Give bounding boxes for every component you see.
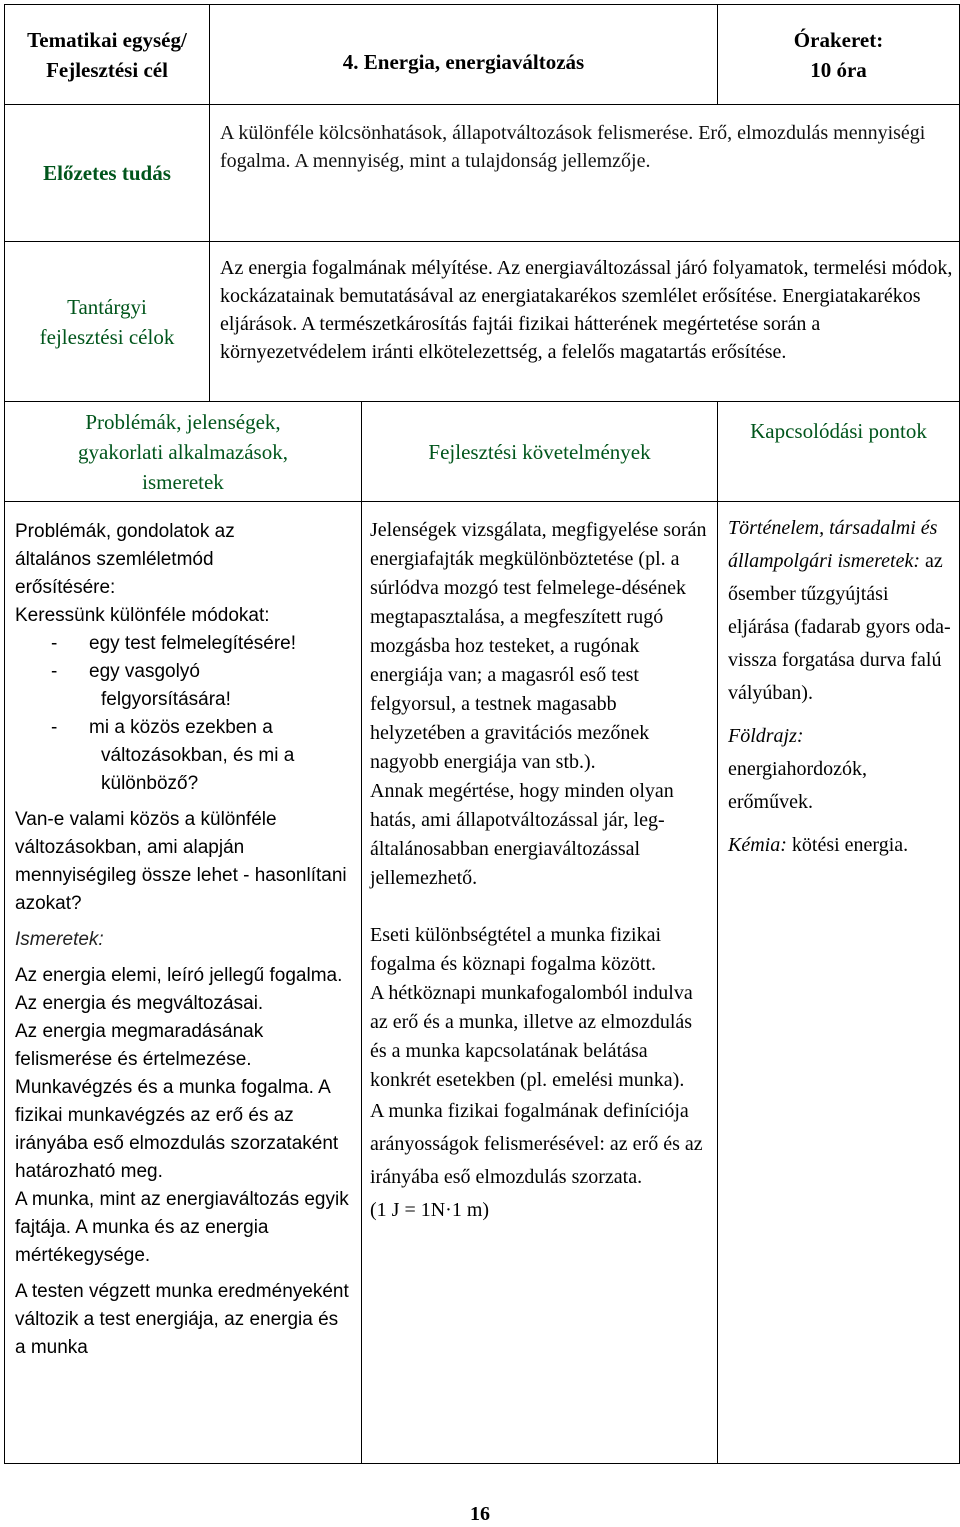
problems-question: Van-e valami közös a különféle változásokban, ami alapján mennyiségileg össze lehet - hasonlítani azokat? (15, 809, 347, 914)
bullet1-text: egy test felmelegítésére! (89, 633, 296, 654)
history-label: Történelem, társadalmi és állampolgári ismeretek: (728, 517, 938, 572)
connections-column (718, 502, 960, 1464)
prior-knowledge-label-text: Előzetes tudás (43, 161, 171, 185)
goals-row (5, 242, 960, 402)
requirements-head-text: Fejlesztési követelmények (428, 439, 651, 464)
dash-1: - (51, 633, 58, 654)
knowledge-item-3: Munkavégzés és a munka fogalma. A fizikai munkavégzés az erő és az irányába eső elmozdulás szorzataként határozható meg. (15, 1077, 339, 1182)
bullet3-text-c: különböző? (101, 773, 199, 794)
unit-label-line2: Fejlesztési cél (46, 57, 168, 82)
knowledge-item-5: A testen végzett munka eredményeként változik a test energiája, az energia és a munka (15, 1281, 349, 1358)
prior-knowledge-label (5, 105, 210, 242)
requirement-2: Annak megértése, hogy minden olyan hatás, ami állapotváltozással jár, leg-általánosabban energiaváltozással jellemezhető. (370, 780, 674, 889)
unit-title: 4. Energia, energiaváltozás (342, 49, 585, 74)
chemistry-label: Kémia: (728, 834, 787, 856)
bullet3-text-a: mi a közös ezekben a (89, 717, 273, 738)
goals-text: Az energia fogalmának mélyítése. Az energiaváltozással járó folyamatok, termelési módok, kockázatainak bemutatásával az energiatakarékos szemlélet erősítése. Energiatakarékos eljárások. A természetkárosítás fajtái fizikai hátterének megértetése során a környezetvédelem iránti elkötelezettség, a felelős magatartás erősítése. (210, 242, 960, 402)
history-text: az ősember tűzgyújtási eljárása (fadarab gyors oda-vissza forgatása durva falú vályúban). (728, 550, 951, 704)
page-number: 16 (470, 1503, 490, 1525)
requirement-3: Eseti különbségtétel a munka fizikai fogalma és köznapi fogalma között. (370, 924, 662, 975)
requirement-5: A munka fizikai fogalmának definíciója arányosságok felismerésével: az erő és az irányába eső elmozdulás szorzata. (370, 1100, 703, 1188)
problems-head-line3: ismeretek (142, 469, 224, 494)
chemistry-text: kötési energia. (791, 834, 909, 856)
requirements-column (362, 502, 718, 1464)
connections-head (718, 402, 960, 502)
hours-value: 10 óra (810, 57, 867, 82)
unit-title-cell (210, 5, 718, 105)
problems-bullet-3 (15, 714, 357, 798)
knowledge-item-1: Az energia elemi, leíró jellegű fogalma. Az energia és megváltozásai. (15, 965, 343, 1014)
knowledge-item-2: Az energia megmaradásának felismerése és értelmezése. (15, 1021, 264, 1070)
knowledge-label: Ismeretek: (15, 929, 104, 950)
problems-search-line: Keressünk különféle módokat: (15, 605, 270, 626)
header-row (5, 5, 960, 105)
unit-label-cell (5, 5, 210, 105)
problems-bullet-1 (15, 630, 357, 658)
goals-label (5, 242, 210, 402)
bullet3-text-b: változásokban, és mi a (101, 745, 295, 766)
problems-bullet-2 (15, 658, 357, 714)
goals-label-line2: fejlesztési célok (39, 324, 175, 349)
connections-head-text: Kapcsolódási pontok (750, 419, 927, 443)
hours-label: Órakeret: (793, 27, 884, 52)
column-head-row (5, 402, 960, 502)
prior-knowledge-text: A különféle kölcsönhatások, állapotváltozások felismerése. Erő, elmozdulás mennyiségi fogalma. A mennyiség, mint a tulajdonság jellemzője. (210, 105, 960, 242)
content-row (5, 502, 960, 1464)
curriculum-page (4, 4, 959, 1464)
problems-intro (15, 506, 357, 1362)
requirement-6-formula: (1 J = 1N·1 m) (370, 1199, 490, 1221)
bullet2-text-b: felgyorsítására! (101, 689, 231, 710)
problems-intro-line3: erősítésére: (15, 577, 116, 598)
prior-knowledge-row (5, 105, 960, 242)
bullet2-text-a: egy vasgolyó (89, 661, 200, 682)
hours-cell (718, 5, 960, 105)
goals-label-line1: Tantárgyi (67, 294, 147, 319)
curriculum-table (4, 4, 960, 1464)
dash-2: - (51, 661, 58, 682)
knowledge-item-4: A munka, mint az energiaváltozás egyik fajtája. A munka és az energia mértékegysége. (15, 1189, 349, 1266)
problems-column (5, 502, 362, 1464)
problems-head-line2: gyakorlati alkalmazások, (78, 439, 288, 464)
dash-3: - (51, 717, 58, 738)
problems-head-line1: Problémák, jelenségek, (85, 409, 281, 434)
requirement-4: A hétköznapi munkafogalomból indulva az erő és a munka, illetve az elmozdulás és a munka kapcsolatának belátása konkrét esetekben (pl. emelési munka). (370, 982, 693, 1091)
problems-intro-line1: Problémák, gondolatok az (15, 521, 235, 542)
unit-label-line1: Tematikai egység/ (27, 27, 187, 52)
geography-label: Földrajz: (728, 725, 804, 747)
problems-intro-line2: általános szemléletmód (15, 549, 214, 570)
geography-text: energiahordozók, erőművek. (728, 758, 868, 813)
requirements-head (362, 402, 718, 502)
requirement-1: Jelenségek vizsgálata, megfigyelése során energiafajták megkülönböztetése (pl. a súrlódva mozgó test felmelege-désének megtapasztalása, a megfeszített rugó mozgásba hoz testeket, a rugónak energiája van; a magasról eső test felgyorsul, a testnek magasabb helyzetében a gravitációs mezőnek nagyobb energiája van stb.). (370, 519, 707, 773)
problems-head (5, 402, 362, 502)
